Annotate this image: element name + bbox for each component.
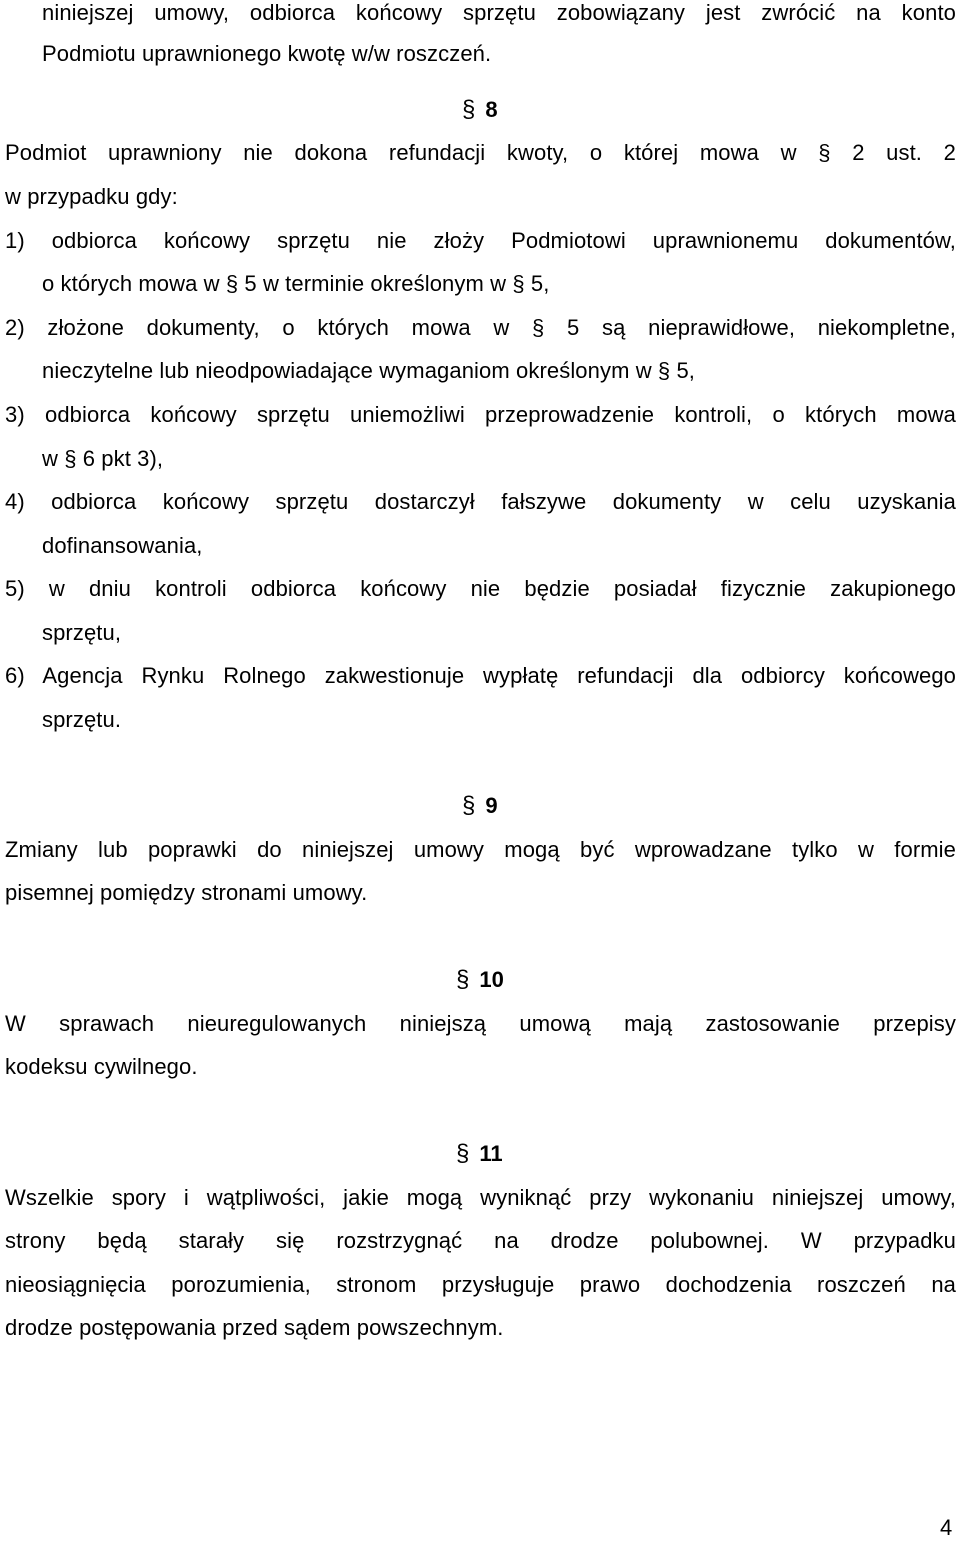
text-line: drodze postępowania przed sądem powszechnym. <box>5 1315 504 1340</box>
text-line: W sprawach nieuregulowanych niniejszą umową mają zastosowanie przepisy <box>5 1011 956 1036</box>
text-line: Wszelkie spory i wątpliwości, jakie mogą wyniknąć przy wykonaniu niniejszej umowy, <box>5 1185 956 1210</box>
list-item: 3) odbiorca końcowy sprzętu uniemożliwi przeprowadzenie kontroli, o których mowa <box>5 402 956 427</box>
text-line: nieosiągnięcia porozumienia, stronom przysługuje prawo dochodzenia roszczeń na <box>5 1272 956 1297</box>
text-line: strony będą starały się rozstrzygnąć na drodze polubownej. W przypadku <box>5 1228 956 1253</box>
list-item-continuation: o których mowa w § 5 w terminie określonym w § 5, <box>42 271 550 296</box>
list-item: 5) w dniu kontroli odbiorca końcowy nie będzie posiadał fizycznie zakupionego <box>5 576 956 601</box>
text-line: Podmiotu uprawnionego kwotę w/w roszczeń. <box>42 41 492 66</box>
text-line: niniejszej umowy, odbiorca końcowy sprzętu zobowiązany jest zwrócić na konto <box>42 0 956 25</box>
text-line: w przypadku gdy: <box>5 184 178 209</box>
section-number: 11 <box>479 1141 503 1166</box>
section-number: 8 <box>485 97 498 122</box>
text-line: Zmiany lub poprawki do niniejszej umowy mogą być wprowadzane tylko w formie <box>5 837 956 862</box>
list-item-continuation: dofinansowania, <box>42 533 203 558</box>
section-heading-9 <box>462 793 498 819</box>
list-item-continuation: nieczytelne lub nieodpowiadające wymaganiom określonym w § 5, <box>42 358 696 383</box>
section-symbol: § <box>462 96 476 123</box>
section-number: 9 <box>485 793 498 818</box>
list-item: 1) odbiorca końcowy sprzętu nie złoży Podmiotowi uprawnionemu dokumentów, <box>5 228 956 253</box>
section-symbol: § <box>462 792 476 819</box>
list-item-continuation: sprzętu. <box>42 707 122 732</box>
section-number: 10 <box>479 967 504 992</box>
section-symbol: § <box>456 966 470 993</box>
list-item: 6) Agencja Rynku Rolnego zakwestionuje wypłatę refundacji dla odbiorcy końcowego <box>5 663 956 688</box>
list-item: 2) złożone dokumenty, o których mowa w § 5 są nieprawidłowe, niekompletne, <box>5 315 956 340</box>
section-symbol: § <box>456 1140 470 1167</box>
text-line: Podmiot uprawniony nie dokona refundacji kwoty, o której mowa w § 2 ust. 2 <box>5 140 956 165</box>
section-heading-11 <box>456 1141 503 1167</box>
list-item: 4) odbiorca końcowy sprzętu dostarczył fałszywe dokumenty w celu uzyskania <box>5 489 956 514</box>
page-number: 4 <box>940 1515 953 1540</box>
text-line: kodeksu cywilnego. <box>5 1054 198 1079</box>
list-item-continuation: sprzętu, <box>42 620 122 645</box>
section-heading-10 <box>456 967 504 993</box>
text-line: pisemnej pomiędzy stronami umowy. <box>5 880 368 905</box>
section-heading-8 <box>462 97 498 123</box>
list-item-continuation: w § 6 pkt 3), <box>42 446 164 471</box>
